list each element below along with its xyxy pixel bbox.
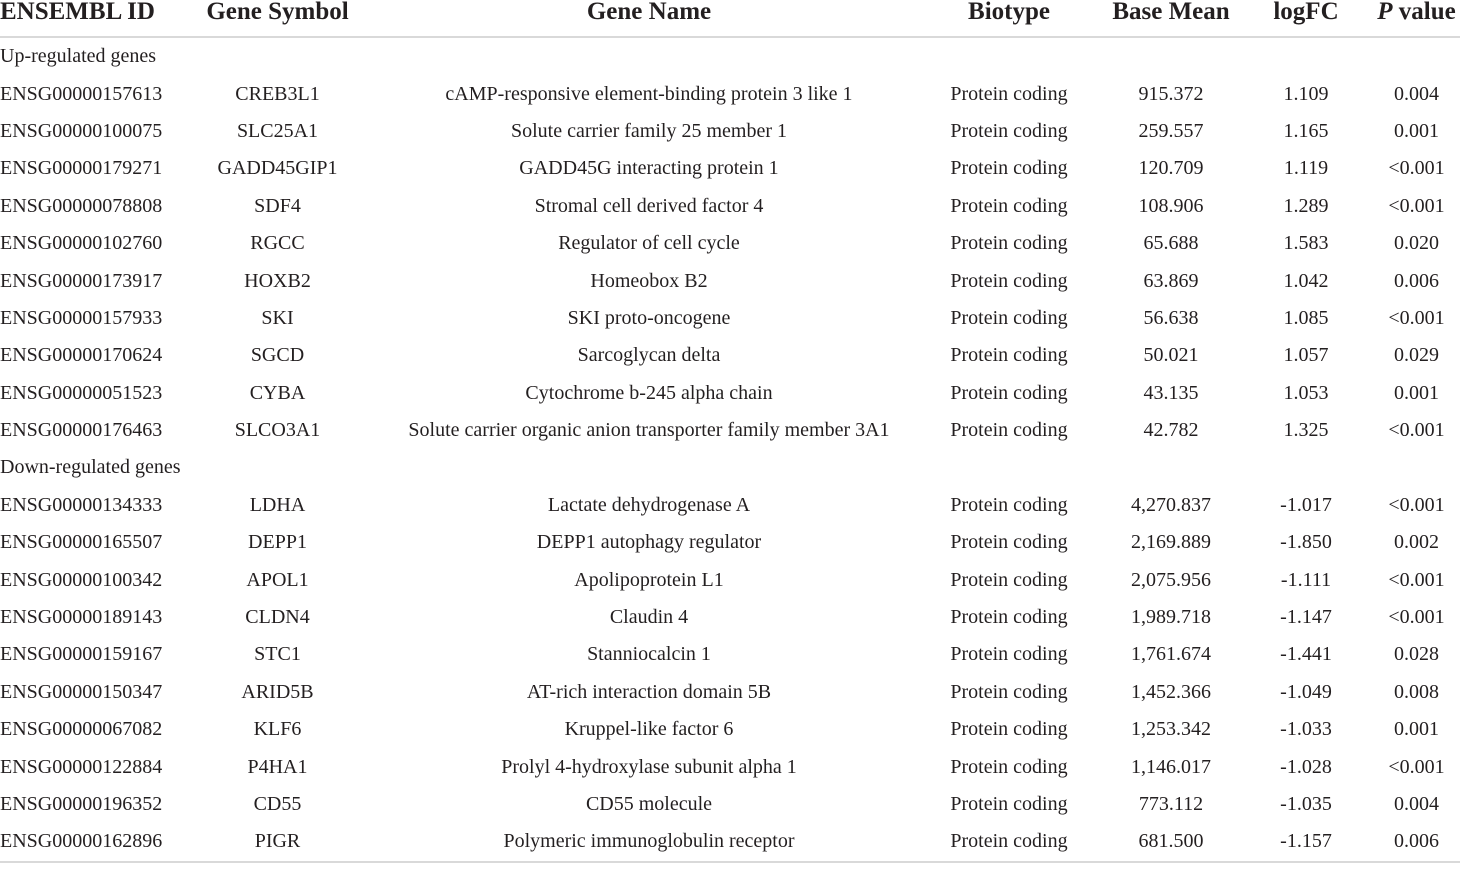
table-row — [0, 225, 1460, 262]
cell-gene-name: SKI proto-oncogene — [567, 306, 731, 329]
cell-base-mean: 42.782 — [1143, 419, 1199, 442]
header-row — [0, 0, 1460, 37]
cell-gene-name: Stromal cell derived factor 4 — [534, 194, 764, 217]
cell-biotype: Protein coding — [950, 568, 1068, 591]
cell-gene-symbol: KLF6 — [253, 718, 302, 741]
cell-base-mean: 1,761.674 — [1131, 643, 1211, 666]
cell-logfc: -1.111 — [1280, 568, 1332, 591]
cell-gene-symbol: STC1 — [254, 643, 301, 666]
header-biotype: Biotype — [915, 0, 1103, 37]
cell-logfc: 1.109 — [1283, 82, 1329, 105]
cell-gene-symbol: RGCC — [250, 232, 305, 255]
table-row — [0, 75, 1460, 112]
table-header — [0, 0, 1460, 37]
cell-gene-name: Homeobox B2 — [590, 269, 708, 292]
cell-biotype: Protein coding — [950, 643, 1068, 666]
cell-logfc: -1.035 — [1280, 793, 1332, 815]
cell-gene-name: Claudin 4 — [609, 606, 689, 629]
table-row — [0, 300, 1460, 337]
cell-p-value: 0.002 — [1394, 531, 1439, 554]
cell-gene-name: Solute carrier family 25 member 1 — [510, 119, 787, 142]
cell-biotype: Protein coding — [950, 381, 1068, 404]
cell-gene-symbol: HOXB2 — [244, 269, 311, 292]
cell-logfc: -1.441 — [1280, 643, 1332, 666]
table-row — [0, 337, 1460, 374]
cell-ensembl-id: ENSG00000134333 — [0, 493, 163, 516]
cell-gene-symbol: SDF4 — [254, 194, 301, 217]
cell-base-mean: 1,146.017 — [1131, 755, 1211, 778]
cell-gene-symbol: CREB3L1 — [235, 82, 320, 105]
cell-gene-symbol: DEPP1 — [248, 531, 307, 554]
cell-base-mean: 681.500 — [1103, 823, 1239, 861]
cell-base-mean: 4,270.837 — [1131, 493, 1211, 516]
table-row — [0, 188, 1460, 225]
cell-gene-name: Solute carrier organic anion transporter family member 3A1 — [408, 419, 890, 442]
table-row — [0, 113, 1460, 150]
cell-p-value: 0.001 — [1394, 119, 1439, 142]
table-row — [0, 823, 1460, 861]
cell-ensembl-id: ENSG00000100342 — [0, 568, 163, 591]
cell-logfc: -1.157 — [1239, 823, 1373, 861]
cell-p-value: 0.001 — [1394, 718, 1439, 741]
cell-biotype: Protein coding — [950, 269, 1068, 292]
cell-gene-symbol: GADD45GIP1 — [217, 157, 338, 180]
cell-p-value: <0.001 — [1388, 194, 1445, 217]
cell-biotype: Protein coding — [950, 680, 1068, 703]
cell-p-value: 0.004 — [1394, 82, 1439, 105]
cell-ensembl-id: ENSG00000189143 — [0, 606, 163, 629]
cell-biotype: Protein coding — [950, 232, 1068, 255]
cell-ensembl-id: ENSG00000067082 — [0, 718, 163, 741]
cell-gene-name: Polymeric immunoglobulin receptor — [383, 823, 915, 861]
cell-biotype: Protein coding — [915, 823, 1103, 861]
cell-biotype: Protein coding — [950, 194, 1068, 217]
cell-p-value: 0.006 — [1373, 823, 1460, 861]
cell-ensembl-id: ENSG00000157933 — [0, 306, 163, 329]
cell-p-value: 0.008 — [1394, 680, 1439, 703]
cell-base-mean: 56.638 — [1143, 306, 1199, 329]
cell-base-mean: 2,169.889 — [1131, 531, 1211, 554]
cell-logfc: -1.147 — [1280, 606, 1332, 629]
cell-ensembl-id: ENSG00000150347 — [0, 680, 163, 703]
section-row-up — [0, 37, 1460, 75]
table-row — [0, 487, 1460, 524]
table-row — [0, 524, 1460, 561]
cell-gene-name: cAMP-responsive element-binding protein 3 like 1 — [445, 82, 853, 105]
cell-biotype: Protein coding — [950, 493, 1068, 516]
header-p-value — [1373, 0, 1460, 37]
cell-base-mean: 259.557 — [1138, 119, 1204, 142]
cell-p-value: <0.001 — [1388, 306, 1445, 329]
cell-ensembl-id: ENSG00000159167 — [0, 643, 163, 666]
cell-base-mean: 1,452.366 — [1131, 680, 1211, 703]
cell-p-value: <0.001 — [1388, 606, 1445, 629]
table-row — [0, 786, 1460, 823]
cell-logfc: -1.049 — [1280, 680, 1332, 703]
cell-gene-name: AT-rich interaction domain 5B — [526, 680, 772, 703]
cell-gene-symbol: CD55 — [253, 793, 302, 815]
cell-logfc: 1.085 — [1283, 306, 1329, 329]
cell-gene-symbol: LDHA — [249, 493, 306, 516]
header-base-mean: Base Mean — [1103, 0, 1239, 37]
cell-biotype: Protein coding — [950, 419, 1068, 442]
cell-biotype: Protein coding — [950, 606, 1068, 629]
cell-biotype: Protein coding — [950, 157, 1068, 180]
cell-p-value: 0.028 — [1394, 643, 1439, 666]
cell-gene-name: Apolipoprotein L1 — [574, 568, 724, 591]
cell-biotype: Protein coding — [950, 119, 1068, 142]
table-row — [0, 674, 1460, 711]
cell-base-mean: 1,253.342 — [1131, 718, 1211, 741]
cell-p-value: <0.001 — [1388, 755, 1445, 778]
cell-gene-name: Regulator of cell cycle — [558, 232, 740, 255]
cell-gene-name: Cytochrome b-245 alpha chain — [525, 381, 773, 404]
cell-logfc: 1.583 — [1283, 232, 1329, 255]
cell-biotype: Protein coding — [950, 718, 1068, 741]
cell-base-mean: 50.021 — [1143, 344, 1199, 367]
cell-gene-symbol: P4HA1 — [247, 755, 308, 778]
cell-ensembl-id: ENSG00000176463 — [0, 419, 163, 442]
cell-p-value: <0.001 — [1388, 493, 1445, 516]
cell-gene-symbol: PIGR — [172, 823, 383, 861]
cell-gene-symbol: CYBA — [249, 381, 306, 404]
cell-ensembl-id: ENSG00000100075 — [0, 119, 163, 142]
header-gene-name: Gene Name — [383, 0, 915, 37]
cell-logfc: -1.028 — [1280, 755, 1332, 778]
cell-logfc: 1.325 — [1283, 419, 1329, 442]
cell-base-mean: 1,989.718 — [1131, 606, 1211, 629]
header-p-rest: value — [1392, 0, 1456, 25]
table-row — [0, 561, 1460, 598]
cell-p-value: 0.020 — [1394, 232, 1439, 255]
cell-gene-name: Stanniocalcin 1 — [587, 643, 711, 666]
cell-gene-name: Lactate dehydrogenase A — [547, 493, 751, 516]
cell-p-value: 0.006 — [1394, 269, 1439, 292]
cell-gene-symbol: ARID5B — [241, 680, 314, 703]
cell-p-value: 0.004 — [1394, 793, 1439, 815]
cell-gene-symbol: APOL1 — [246, 568, 309, 591]
cell-base-mean: 108.906 — [1138, 194, 1204, 217]
cell-gene-symbol: SGCD — [250, 344, 305, 367]
cell-logfc: 1.042 — [1283, 269, 1329, 292]
cell-gene-name: GADD45G interacting protein 1 — [519, 157, 779, 180]
cell-ensembl-id: ENSG00000173917 — [0, 269, 163, 292]
cell-ensembl-id: ENSG00000102760 — [0, 232, 163, 255]
cell-base-mean: 63.869 — [1143, 269, 1199, 292]
cell-biotype: Protein coding — [950, 82, 1068, 105]
cell-base-mean: 915.372 — [1138, 82, 1204, 105]
cell-gene-symbol: SLCO3A1 — [234, 419, 321, 442]
cell-base-mean: 43.135 — [1143, 381, 1199, 404]
table-row — [0, 412, 1460, 449]
table-row — [0, 262, 1460, 299]
table-row — [0, 599, 1460, 636]
cell-biotype: Protein coding — [950, 306, 1068, 329]
cell-p-value: <0.001 — [1388, 419, 1445, 442]
cell-ensembl-id: ENSG00000157613 — [0, 82, 163, 105]
cell-p-value: <0.001 — [1388, 157, 1445, 180]
cell-ensembl-id: ENSG00000170624 — [0, 344, 163, 367]
cell-logfc: 1.053 — [1283, 381, 1329, 404]
table-row — [0, 711, 1460, 748]
table-row — [0, 748, 1460, 785]
cell-biotype: Protein coding — [950, 793, 1068, 815]
cell-p-value: 0.001 — [1394, 381, 1439, 404]
cell-logfc: 1.119 — [1283, 157, 1329, 180]
cell-p-value: 0.029 — [1394, 344, 1439, 367]
header-gene-symbol: Gene Symbol — [172, 0, 383, 37]
cell-logfc: 1.289 — [1283, 194, 1329, 217]
cell-biotype: Protein coding — [950, 531, 1068, 554]
cell-logfc: 1.057 — [1283, 344, 1329, 367]
cell-ensembl-id: ENSG00000122884 — [0, 755, 163, 778]
cell-base-mean: 773.112 — [1138, 793, 1204, 815]
cell-base-mean: 65.688 — [1143, 232, 1199, 255]
cell-gene-name: Prolyl 4-hydroxylase subunit alpha 1 — [501, 755, 797, 778]
cell-logfc: -1.017 — [1280, 493, 1332, 516]
cell-ensembl-id: ENSG00000179271 — [0, 157, 163, 180]
cell-logfc: -1.033 — [1280, 718, 1332, 741]
cell-ensembl-id: ENSG00000051523 — [0, 381, 163, 404]
cell-gene-name: CD55 molecule — [585, 793, 713, 815]
table-row — [0, 375, 1460, 412]
cell-gene-name: DEPP1 autophagy regulator — [536, 531, 762, 554]
cell-ensembl-id: ENSG00000165507 — [0, 531, 163, 554]
cell-biotype: Protein coding — [950, 344, 1068, 367]
cell-gene-symbol: SKI — [261, 306, 294, 329]
header-ensembl-id: ENSEMBL ID — [0, 0, 172, 37]
section-label-down: Down-regulated genes — [0, 456, 181, 479]
cell-ensembl-id: ENSG00000196352 — [0, 793, 163, 815]
cell-logfc: -1.850 — [1280, 531, 1332, 554]
cell-ensembl-id: ENSG00000078808 — [0, 194, 163, 217]
header-logfc: logFC — [1239, 0, 1373, 37]
cell-ensembl-id: ENSG00000162896 — [0, 823, 172, 861]
section-row-down — [0, 449, 1460, 486]
table-body — [0, 37, 1460, 862]
cell-gene-name: Kruppel-like factor 6 — [564, 718, 734, 741]
cell-base-mean: 120.709 — [1138, 157, 1204, 180]
cell-base-mean: 2,075.956 — [1131, 568, 1211, 591]
cell-gene-symbol: CLDN4 — [245, 606, 310, 629]
cell-gene-name: Sarcoglycan delta — [577, 344, 721, 367]
cell-biotype: Protein coding — [950, 755, 1068, 778]
table-row — [0, 636, 1460, 673]
section-label-up: Up-regulated genes — [0, 45, 157, 68]
table-row — [0, 150, 1460, 187]
cell-p-value: <0.001 — [1388, 568, 1445, 591]
header-p-letter: P — [1377, 0, 1393, 25]
cell-logfc: 1.165 — [1283, 119, 1329, 142]
cell-gene-symbol: SLC25A1 — [236, 119, 319, 142]
